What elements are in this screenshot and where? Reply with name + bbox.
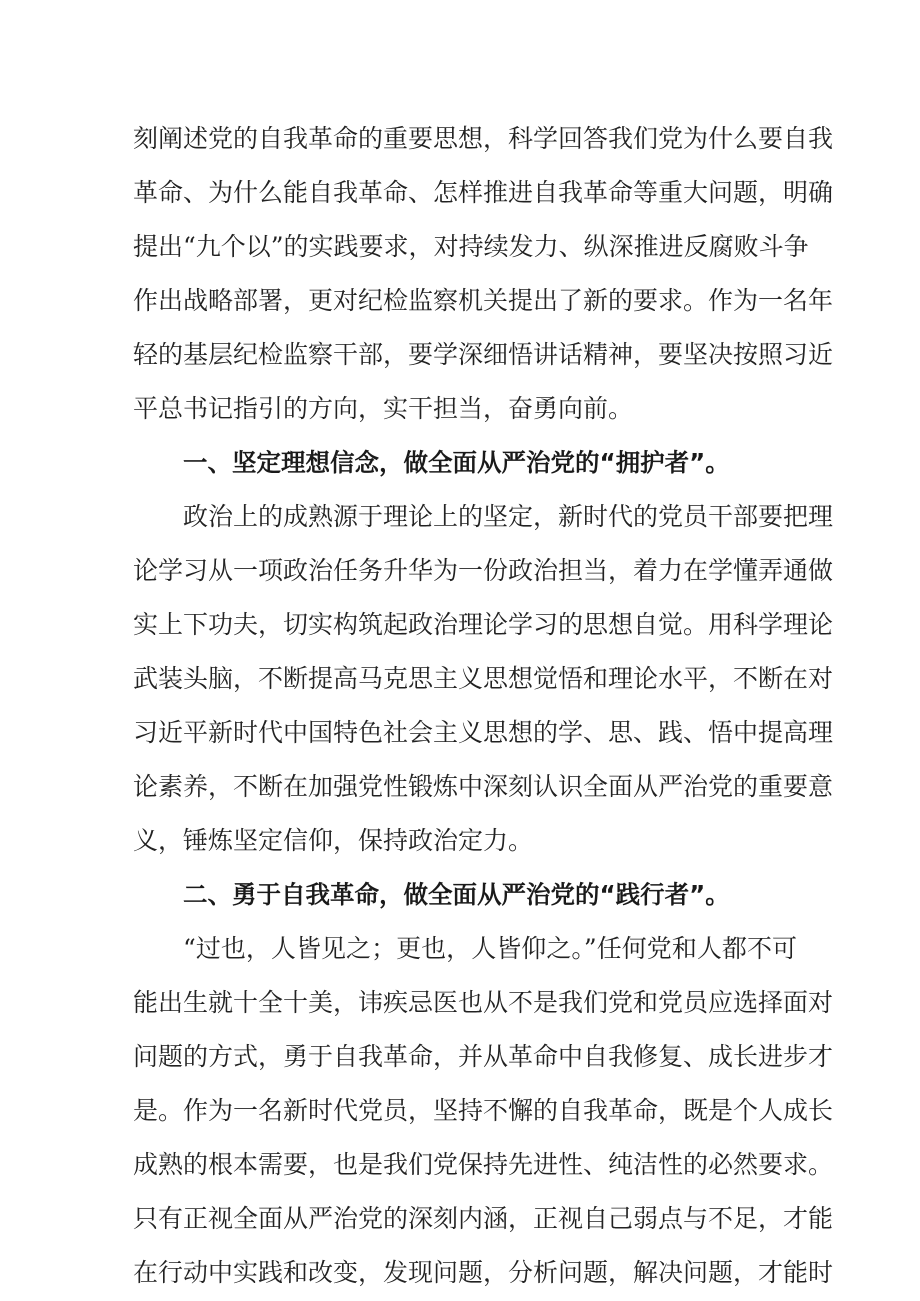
paragraph-line: 问题的方式，勇于自我革命，并从革命中自我修复、成长进步才 <box>133 1042 834 1071</box>
paragraph-line: 提出“九个以”的实践要求，对持续发力、纵深推进反腐败斗争 <box>133 232 809 261</box>
paragraph-line: 义，锤炼坚定信仰，保持政治定力。 <box>133 826 534 855</box>
paragraph-line: 革命、为什么能自我革命、怎样推进自我革命等重大问题，明确 <box>133 178 834 207</box>
paragraph-line: 论素养，不断在加强党性锻炼中深刻认识全面从严治党的重要意 <box>133 772 834 801</box>
paragraph-line: 平总书记指引的方向，实干担当，奋勇向前。 <box>133 394 634 423</box>
paragraph-line: 实上下功夫，切实构筑起政治理论学习的思想自觉。用科学理论 <box>133 610 834 639</box>
paragraph-line: “过也，人皆见之；更也，人皆仰之。”任何党和人都不可 <box>183 934 797 963</box>
paragraph-line: 作出战略部署，更对纪检监察机关提出了新的要求。作为一名年 <box>133 286 834 315</box>
paragraph-line: 刻阐述党的自我革命的重要思想，科学回答我们党为什么要自我 <box>133 124 834 153</box>
paragraph-line: 能出生就十全十美，讳疾忌医也从不是我们党和党员应选择面对 <box>133 988 834 1017</box>
section-1-paragraph <box>133 490 834 868</box>
section-heading-2: 二、勇于自我革命，做全面从严治党的“践行者”。 <box>183 880 730 909</box>
section-2-paragraph <box>133 922 834 1300</box>
paragraph-line: 习近平新时代中国特色社会主义思想的学、思、践、悟中提高理 <box>133 718 834 747</box>
paragraph-line: 政治上的成熟源于理论上的坚定，新时代的党员干部要把理 <box>183 502 834 531</box>
paragraph-line: 武装头脑，不断提高马克思主义思想觉悟和理论水平，不断在对 <box>133 664 834 693</box>
section-heading-1: 一、坚定理想信念，做全面从严治党的“拥护者”。 <box>183 448 730 477</box>
paragraph-line: 是。作为一名新时代党员，坚持不懈的自我革命，既是个人成长 <box>133 1096 834 1125</box>
document-body <box>133 112 834 1300</box>
intro-paragraph <box>133 112 834 436</box>
paragraph-line: 成熟的根本需要，也是我们党保持先进性、纯洁性的必然要求。 <box>133 1150 834 1179</box>
paragraph-line: 在行动中实践和改变，发现问题，分析问题，解决问题，才能时 <box>133 1258 834 1287</box>
paragraph-line: 轻的基层纪检监察干部，要学深细悟讲话精神，要坚决按照习近 <box>133 340 834 369</box>
paragraph-line: 论学习从一项政治任务升华为一份政治担当，着力在学懂弄通做 <box>133 556 834 585</box>
paragraph-line: 只有正视全面从严治党的深刻内涵，正视自己弱点与不足，才能 <box>133 1204 834 1233</box>
